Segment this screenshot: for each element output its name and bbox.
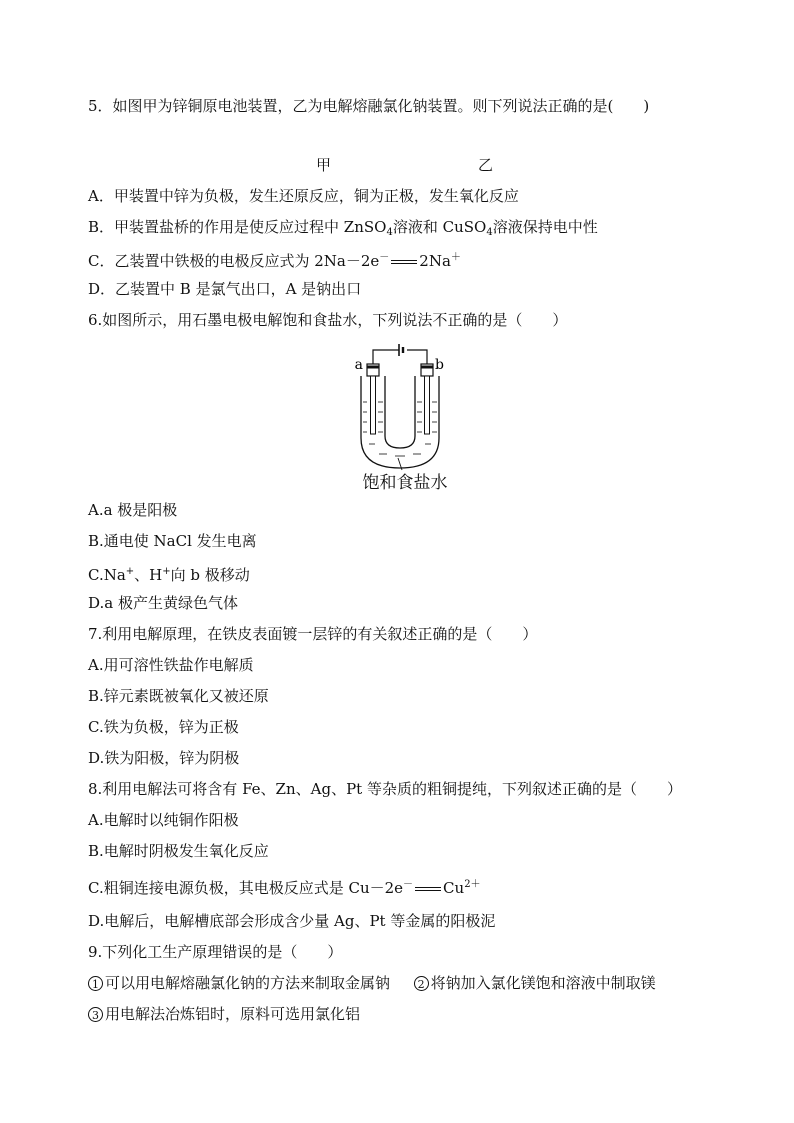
electrode-a-label: a bbox=[355, 357, 363, 373]
q9-items-row-1: 1 可以用电解熔融氯化钠的方法来制取金属钠 2 将钠加入氯化镁饱和溶液中制取镁 bbox=[88, 973, 656, 993]
q8-stem: 8.利用电解法可将含有 Fe、Zn、Ag、Pt 等杂质的粗铜提纯，下列叙述正确的是（ ） bbox=[88, 780, 682, 798]
q6-option-d: D.a 极产生黄绿色气体 bbox=[88, 594, 238, 612]
equals-arrow-icon bbox=[415, 887, 441, 891]
q8-option-c: C.粗铜连接电源负极，其电极反应式是 Cu－2e－ $Cu^{2+}$ bbox=[88, 879, 481, 897]
q7-option-a: A.用可溶性铁盐作电解质 bbox=[88, 656, 254, 674]
q6-option-a: A.a 极是阳极 bbox=[88, 501, 178, 519]
q5-option-d: D．乙装置中 B 是氯气出口，A 是钠出口 bbox=[88, 280, 362, 298]
q6-option-c: C.Na+、H+向 b 极移动 bbox=[88, 566, 250, 584]
q5-option-a: A．甲装置中锌为负极，发生还原反应，铜为正极，发生氧化反应 bbox=[88, 187, 519, 205]
q6-stem: 6.如图所示，用石墨电极电解饱和食盐水，下列说法不正确的是（ ） bbox=[88, 311, 568, 329]
q9-items-row-2: 3 用电解法冶炼铝时，原料可选用氯化铝 bbox=[88, 1004, 360, 1024]
q5-option-b: B．甲装置盐桥的作用是使反应过程中 ZnSO$_4$溶液和 CuSO$_4$溶液保持电中性 bbox=[88, 218, 598, 238]
circled-number-1: 1 bbox=[88, 976, 103, 991]
electrolysis-u-tube-figure bbox=[355, 340, 455, 488]
q5-stem: 5．如图甲为锌铜原电池装置，乙为电解熔融氯化钠装置。则下列说法正确的是( ) bbox=[88, 97, 650, 115]
electrode-b-label: b bbox=[435, 357, 444, 373]
q5-label-yi: 乙 bbox=[478, 156, 494, 174]
q8-option-d: D.电解后，电解槽底部会形成含少量 Ag、Pt 等金属的阳极泥 bbox=[88, 912, 496, 930]
q8-option-a: A.电解时以纯铜作阳极 bbox=[88, 811, 239, 829]
figure-caption: 饱和食盐水 bbox=[362, 473, 448, 493]
q5-option-c: C．乙装置中铁极的电极反应式为 2Na－2e－ 2Na＋ bbox=[88, 252, 461, 270]
q7-option-d: D.铁为阳极，锌为阴极 bbox=[88, 749, 240, 767]
q5-label-jia: 甲 bbox=[316, 156, 332, 174]
q8-option-b: B.电解时阴极发生氧化反应 bbox=[88, 842, 269, 860]
q6-option-b: B.通电使 NaCl 发生电离 bbox=[88, 532, 257, 550]
q7-option-c: C.铁为负极，锌为正极 bbox=[88, 718, 239, 736]
q7-stem: 7.利用电解原理，在铁皮表面镀一层锌的有关叙述正确的是（ ） bbox=[88, 625, 538, 643]
equals-arrow-icon bbox=[391, 260, 417, 264]
q7-option-b: B.锌元素既被氧化又被还原 bbox=[88, 687, 269, 705]
q9-stem: 9.下列化工生产原理错误的是（ ） bbox=[88, 943, 343, 961]
circled-number-2: 2 bbox=[414, 976, 429, 991]
circled-number-3: 3 bbox=[88, 1007, 103, 1022]
